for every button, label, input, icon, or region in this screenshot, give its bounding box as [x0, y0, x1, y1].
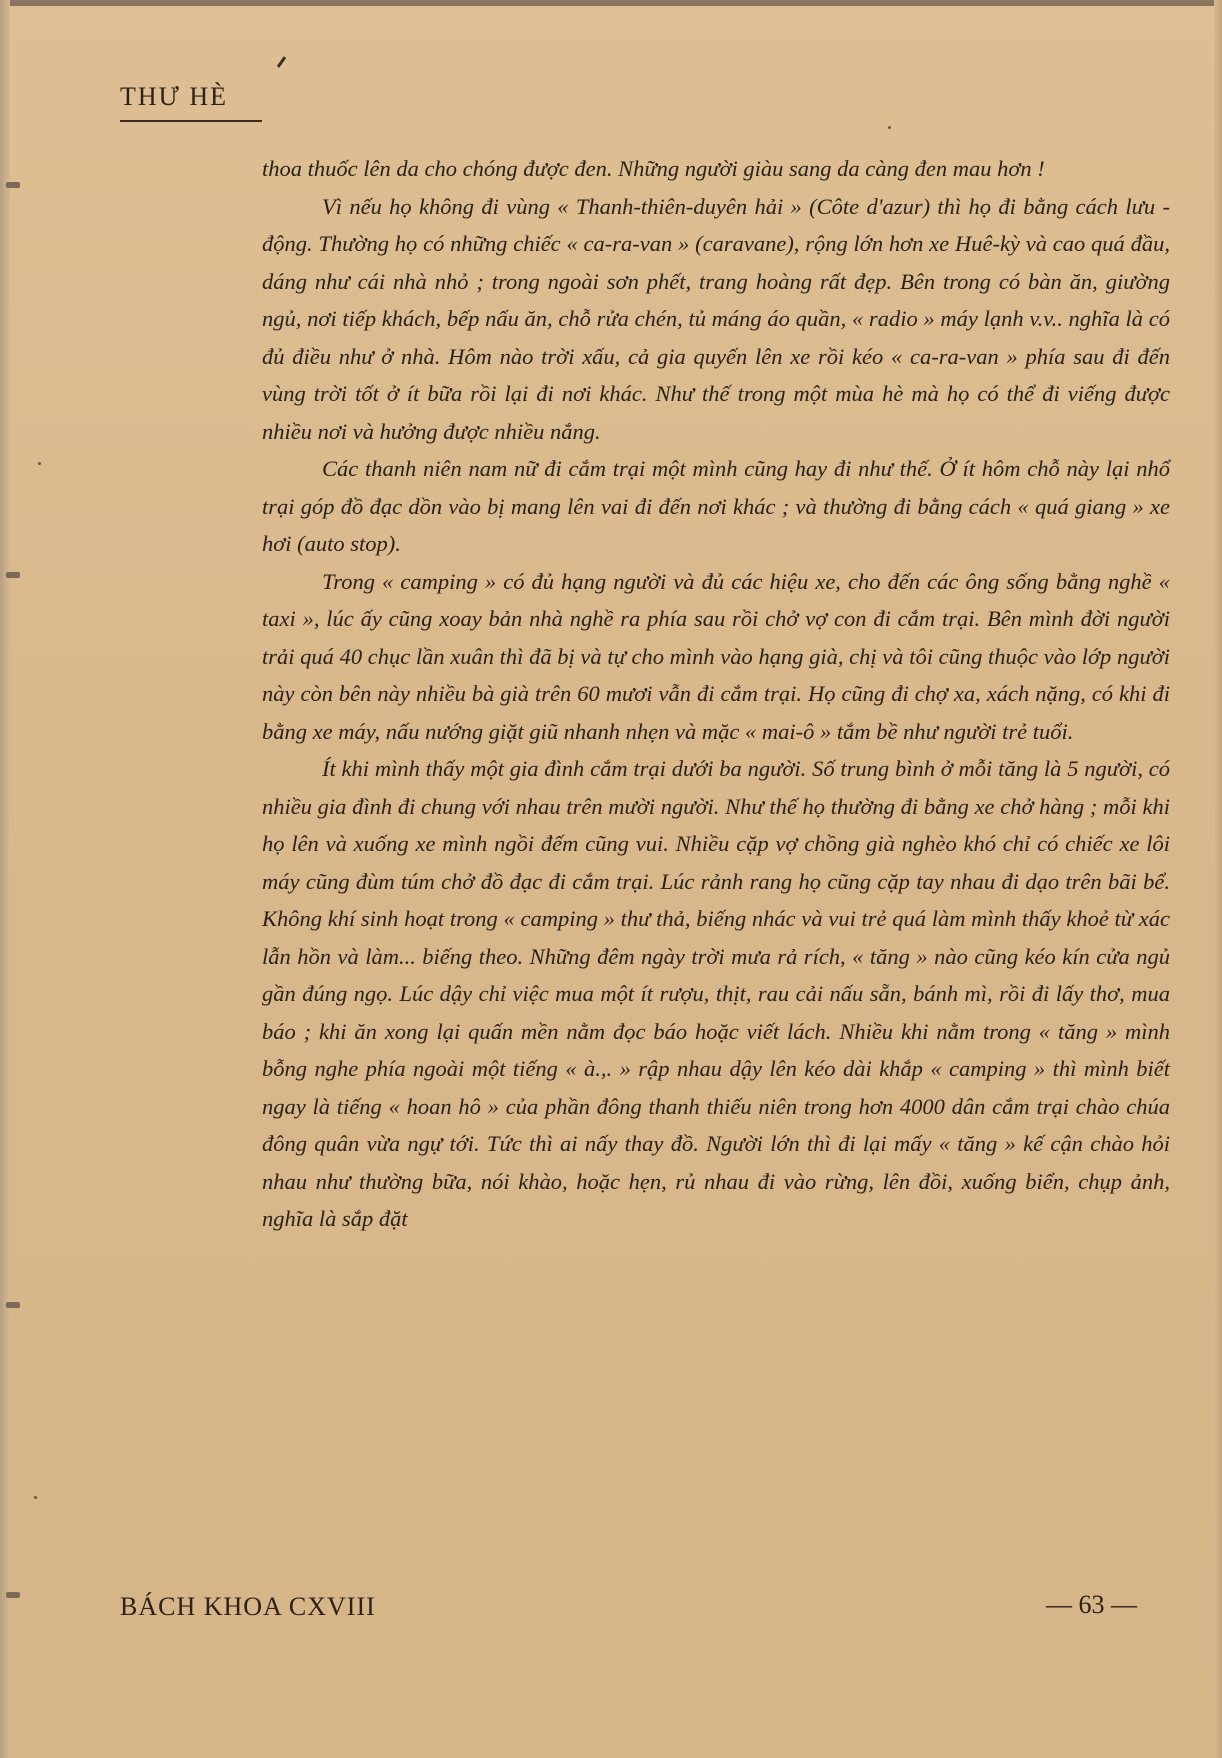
- paragraph: Trong « camping » có đủ hạng người và đủ các hiệu xe, cho đến các ông sống bằng nghề « taxi », lúc ấy cũng xoay bản nhà nghề ra phía sau rồi chở vợ con đi cắm trại. Bên mình đời người trải quá 40 chục lần xuân thì đã bị và tự cho mình vào hạng già, chị và tôi cũng thuộc vào lớp người này còn bên này nhiều bà già trên 60 mươi vẫn đi cắm trại. Họ cũng đi chợ xa, xách nặng, có khi đi bằng xe máy, nấu nướng giặt giũ nhanh nhẹn và mặc « mai-ô » tắm bề như người trẻ tuổi.: [262, 568, 1170, 744]
- publication-footer: BÁCH KHOA CXVIII: [120, 1592, 376, 1621]
- paragraph: Vì nếu họ không đi vùng « Thanh-thiên-duyên hải » (Côte d'azur) thì họ đi bằng cách lưu - động. Thường họ có những chiếc « ca-ra-van » (caravane), rộng lớn hơn xe Huê-kỳ và cao quá đầu, dáng như cái nhà nhỏ ; trong ngoài sơn phết, trang hoàng rất đẹp. Bên trong có bàn ăn, giường ngủ, nơi tiếp khách, bếp nấu ăn, chỗ rửa chén, tủ máng áo quần, « radio » máy lạnh v.v.. nghĩa là có đủ điều như ở nhà. Hôm nào trời xấu, cả gia quyến lên xe rồi kéo « ca-ra-van » phía sau đi đến vùng trời tốt ở ít bữa rồi lại đi nơi khác. Như thế trong một mùa hè mà họ có thể đi viếng được nhiều nơi và hưởng được nhiều nắng.: [262, 193, 1170, 444]
- top-page-edge: [0, 0, 1222, 6]
- left-page-edge: [0, 0, 10, 1758]
- page-speck: [34, 1496, 37, 1499]
- binding-mark: [6, 572, 20, 578]
- page-speck: [38, 462, 41, 465]
- article-body: [262, 150, 1170, 1238]
- binding-mark: [6, 182, 20, 188]
- paragraph: Các thanh niên nam nữ đi cắm trại một mình cũng hay đi như thế. Ở ít hôm chỗ này lại nhổ trại góp đồ đạc dồn vào bị mang lên vai đi đến nơi khác ; và thường đi bằng cách « quá giang » xe hơi (auto stop).: [262, 456, 1170, 556]
- running-head: THƯ HÈ: [120, 82, 228, 111]
- page-speck: [888, 126, 891, 129]
- running-head-rule: [120, 120, 262, 122]
- paragraph: thoa thuốc lên da cho chóng được đen. Những người giàu sang da càng đen mau hơn !: [262, 156, 1045, 181]
- page-number: — 63 —: [1046, 1590, 1137, 1619]
- paragraph: Ít khi mình thấy một gia đình cắm trại dưới ba người. Số trung bình ở mỗi tăng là 5 người, có nhiều gia đình đi chung với nhau trên mười người. Như thế họ thường đi bằng xe chở hàng ; mỗi khi họ lên và xuống xe mình ngồi đếm cũng vui. Nhiều cặp vợ chồng già nghèo khó chỉ có chiếc xe lôi máy cũng đùm túm chở đồ đạc đi cắm trại. Lúc rảnh rang họ cũng cặp tay nhau đi dạo trên bãi bể. Không khí sinh hoạt trong « camping » thư thả, biếng nhác và vui trẻ quá làm mình thấy khoẻ từ xác lẫn hồn và làm... biếng theo. Những đêm ngày trời mưa rả rích, « tăng » nào cũng kéo kín cửa ngủ gần đúng ngọ. Lúc dậy chỉ việc mua một ít rượu, thịt, rau cải nấu sẵn, bánh mì, rồi đi lấy thơ, mua báo ; khi ăn xong lại quấn mền nằm đọc báo hoặc viết lách. Nhiều khi nằm trong « tăng » mình bỗng nghe phía ngoài một tiếng « à.,. » rập nhau dậy lên kéo dài khắp « camping » thì mình biết ngay là tiếng « hoan hô » của phần đông thanh thiếu niên trong hơn 4000 dân cắm trại chào chúa đông quân vừa ngự tới. Tức thì ai nấy thay đồ. Người lớn thì đi lại mấy « tăng » kế cận chào hỏi nhau như thường bữa, nói khào, hoặc hẹn, rủ nhau đi vào rừng, lên đồi, xuống biển, chụp ảnh, nghĩa là sắp đặt: [262, 756, 1170, 1231]
- right-page-edge: [1214, 0, 1222, 1758]
- binding-mark: [6, 1302, 20, 1308]
- binding-mark: [6, 1592, 20, 1598]
- pen-tick-mark: [277, 56, 286, 68]
